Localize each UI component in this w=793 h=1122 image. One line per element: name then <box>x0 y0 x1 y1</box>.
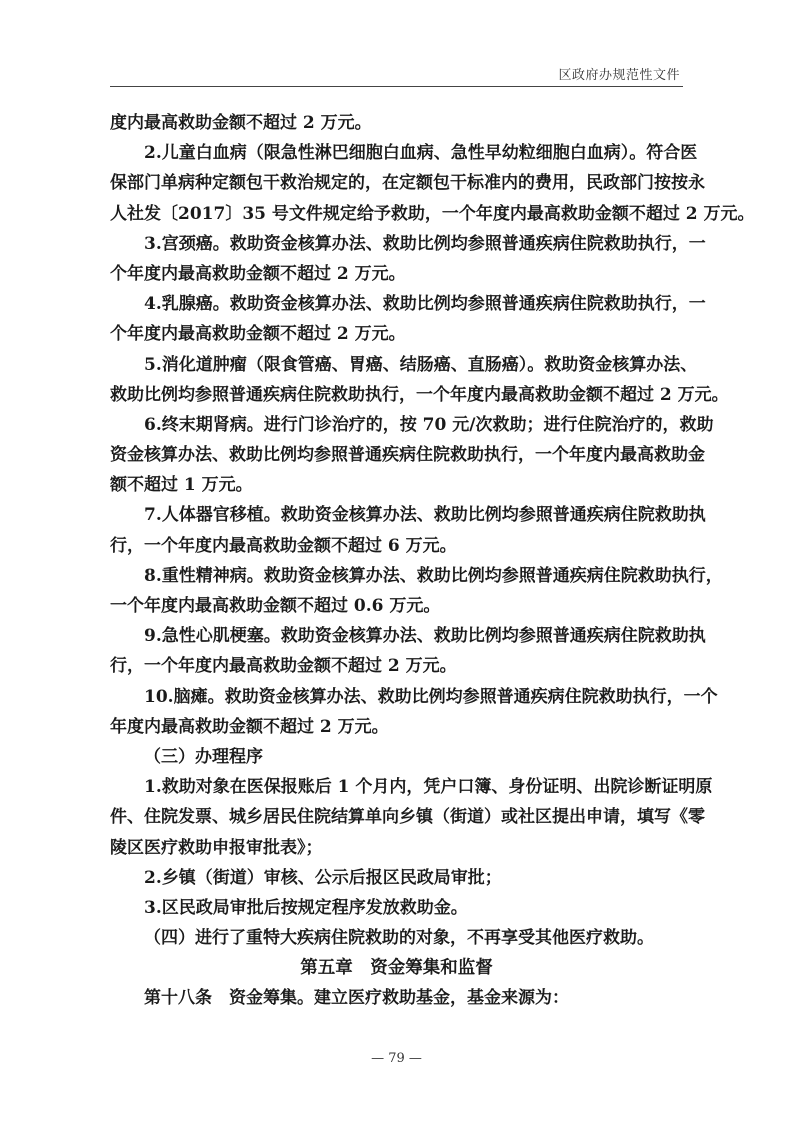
document-body <box>110 108 755 1014</box>
page-number: — 79 — <box>371 1051 422 1066</box>
text-line: 件、住院发票、城乡居民住院结算单向乡镇（街道）或社区提出申请，填写《零 <box>110 807 705 828</box>
text-line: 1.救助对象在医保报账后 1 个月内，凭户口簿、身份证明、出院诊断证明原 <box>144 777 713 798</box>
text-line: 2.儿童白血病（限急性淋巴细胞白血病、急性早幼粒细胞白血病）。符合医 <box>144 143 698 164</box>
text-line: 陵区医疗救助申报审批表》； <box>110 837 323 858</box>
text-line: （四）进行了重特大疾病住院救助的对象，不再享受其他医疗救助。 <box>144 928 654 949</box>
text-line: 8.重性精神病。救助资金核算办法、救助比例均参照普通疾病住院救助执行， <box>144 565 723 586</box>
text-line: 保部门单病种定额包干救治规定的，在定额包干标准内的费用，民政部门按按永 <box>110 173 705 194</box>
text-line: 行，一个年度内最高救助金额不超过 2 万元。 <box>110 656 457 677</box>
text-line: 个年度内最高救助金额不超过 2 万元。 <box>110 324 406 345</box>
text-line: 行，一个年度内最高救助金额不超过 6 万元。 <box>110 535 457 556</box>
text-line: 10.脑瘫。救助资金核算办法、救助比例均参照普通疾病住院救助执行，一个 <box>144 686 718 707</box>
text-line: 年度内最高救助金额不超过 2 万元。 <box>110 716 389 737</box>
text-line: 人社发〔2017〕35 号文件规定给予救助，一个年度内最高救助金额不超过 2 万元。 <box>110 203 755 224</box>
text-line: 额不超过 1 万元。 <box>110 475 253 496</box>
text-line: 一个年度内最高救助金额不超过 0.6 万元。 <box>110 596 441 616</box>
text-line: 救助比例均参照普通疾病住院救助执行，一个年度内最高救助金额不超过 2 万元。 <box>110 384 729 405</box>
header-title: 区政府办规范性文件 <box>558 68 680 83</box>
text-line: 第十八条 资金筹集。建立医疗救助基金，基金来源为： <box>144 988 569 1009</box>
header-divider <box>110 86 683 87</box>
text-line: 4.乳腺癌。救助资金核算办法、救助比例均参照普通疾病住院救助执行，一 <box>144 294 706 315</box>
text-line: （三）办理程序 <box>144 746 263 767</box>
text-line: 个年度内最高救助金额不超过 2 万元。 <box>110 263 406 284</box>
text-line: 6.终末期肾病。进行门诊治疗的，按 70 元/次救助；进行住院治疗的，救助 <box>144 414 714 435</box>
text-line: 3.宫颈癌。救助资金核算办法、救助比例均参照普通疾病住院救助执行，一 <box>144 233 706 254</box>
text-line: 度内最高救助金额不超过 2 万元。 <box>110 113 372 133</box>
text-line: 9.急性心肌梗塞。救助资金核算办法、救助比例均参照普通疾病住院救助执 <box>144 626 706 647</box>
text-line: 7.人体器官移植。救助资金核算办法、救助比例均参照普通疾病住院救助执 <box>144 505 706 526</box>
chapter-heading: 第五章 资金筹集和监督 <box>300 958 493 979</box>
text-line: 2.乡镇（街道）审核、公示后报区民政局审批； <box>144 867 502 888</box>
text-line: 5.消化道肿瘤（限食管癌、胃癌、结肠癌、直肠癌）。救助资金核算办法、 <box>144 354 698 375</box>
text-line: 资金核算办法、救助比例均参照普通疾病住院救助执行，一个年度内最高救助金 <box>110 445 705 466</box>
text-line: 3.区民政局审批后按规定程序发放救助金。 <box>144 897 468 918</box>
